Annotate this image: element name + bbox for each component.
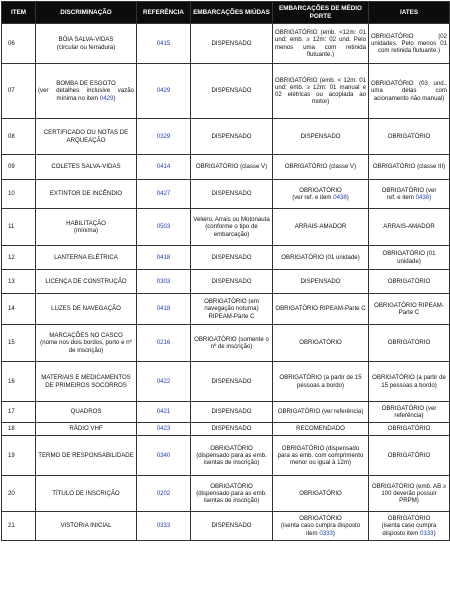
- item-number: 18: [2, 423, 36, 436]
- iates-cell: OBRIGATÓRIO (01 unidade): [369, 246, 450, 270]
- item-number: 13: [2, 270, 36, 294]
- iates-cell: OBRIGATÓRIO (03 und., uma delas com acionamento não manual): [369, 64, 450, 119]
- iates-cell: OBRIGATÓRIO RIPEAM-Parte C: [369, 294, 450, 325]
- iates-cell: ARRAIS-AMADOR: [369, 209, 450, 246]
- miudas-cell: DISPENSADO: [191, 180, 273, 209]
- item-number: 06: [2, 24, 36, 64]
- inline-reference-link[interactable]: 0438: [415, 194, 430, 201]
- medio-cell: OBRIGATÓRIO (emb. < 12m: 01 und; emb. ≥ 12m: 01 manual e 02 elétricas ou acoplada ao motor): [273, 64, 369, 119]
- iates-cell: OBRIGATÓRIO: [369, 119, 450, 155]
- discriminacao: COLETES SALVA-VIDAS: [36, 155, 137, 180]
- reference-link[interactable]: 0414: [137, 155, 191, 180]
- inline-reference-link[interactable]: 0438: [333, 194, 347, 201]
- reference-link[interactable]: 0418: [137, 294, 191, 325]
- inline-reference-link[interactable]: 0429: [99, 94, 114, 102]
- table-row: [2, 180, 450, 209]
- table-row: [2, 362, 450, 402]
- table-row: [2, 270, 450, 294]
- medio-cell: OBRIGATÓRIO (emb. <12m: 01 und; emb. ≥ 12m: 02 und. Pelo menos uma com retinida flutuante.): [273, 24, 369, 64]
- miudas-cell: Veleiro, Arrais ou Motonauta (conforme o tipo de embarcação): [191, 209, 273, 246]
- miudas-cell: DISPENSADO: [191, 423, 273, 436]
- item-number: 07: [2, 64, 36, 119]
- medio-cell: OBRIGATÓRIO RIPEAM-Parte C: [273, 294, 369, 325]
- iates-cell: OBRIGATÓRIO (emb. AB ≥ 100 deverão possuir PRPM): [369, 476, 450, 512]
- medio-cell: OBRIGATÓRIO (ver referência): [273, 402, 369, 423]
- miudas-cell: OBRIGATÓRIO (dispensado para as emb. isentas de inscrição): [191, 436, 273, 476]
- header-iates: IATES: [369, 2, 450, 24]
- item-number: 14: [2, 294, 36, 325]
- miudas-cell: DISPENSADO: [191, 270, 273, 294]
- iates-cell: OBRIGATÓRIO: [369, 436, 450, 476]
- header-medio-porte: EMBARCAÇÕES DE MÉDIO PORTE: [273, 2, 369, 24]
- miudas-cell: DISPENSADO: [191, 119, 273, 155]
- discriminacao: LUZES DE NAVEGAÇÃO: [36, 294, 137, 325]
- table-row: [2, 512, 450, 541]
- table-row: [2, 64, 450, 119]
- medio-cell: OBRIGATÓRIO (classe V): [273, 155, 369, 180]
- table-row: [2, 24, 450, 64]
- reference-link[interactable]: 0423: [137, 423, 191, 436]
- reference-link[interactable]: 0429: [137, 64, 191, 119]
- discriminacao: HABILITAÇÃO (mínima): [36, 209, 137, 246]
- discriminacao: RÁDIO VHF: [36, 423, 137, 436]
- discriminacao: TERMO DE RESPONSABILIDADE: [36, 436, 137, 476]
- header-item: ITEM: [2, 2, 36, 24]
- item-number: 09: [2, 155, 36, 180]
- item-number: 15: [2, 325, 36, 362]
- discriminacao: BOMBA DE ESGOTO (ver detalhes inclusive vazão mínima no item 0429): [36, 64, 137, 119]
- iates-cell: OBRIGATÓRIO (02 unidades. Pelo menos 01 com retinida flutuante.): [369, 24, 450, 64]
- iates-cell: OBRIGATÓRIO: [369, 270, 450, 294]
- item-number: 10: [2, 180, 36, 209]
- header-miudas: EMBARCAÇÕES MIÚDAS: [191, 2, 273, 24]
- discriminacao: LANTERNA ELÉTRICA: [36, 246, 137, 270]
- table-row: [2, 476, 450, 512]
- table-row: [2, 436, 450, 476]
- discriminacao: MARCAÇÕES NO CASCO (nome nos dois bordos, porto e nº de inscrição): [36, 325, 137, 362]
- header-referencia: REFERÊNCIA: [137, 2, 191, 24]
- reference-link[interactable]: 0303: [137, 270, 191, 294]
- reference-link[interactable]: 0216: [137, 325, 191, 362]
- iates-cell: OBRIGATÓRIO (a partir de 15 pessoas a bordo): [369, 362, 450, 402]
- medio-cell: OBRIGATÓRIO (01 unidade): [273, 246, 369, 270]
- reference-link[interactable]: 0503: [137, 209, 191, 246]
- medio-cell: OBRIGATÓRIO (dispensado para as emb. com comprimento menor ou igual à 12m): [273, 436, 369, 476]
- item-number: 17: [2, 402, 36, 423]
- table-row: [2, 155, 450, 180]
- medio-cell: OBRIGATÓRIO (a partir de 15 pessoas a bordo): [273, 362, 369, 402]
- discriminacao: TÍTULO DE INSCRIÇÃO: [36, 476, 137, 512]
- miudas-cell: OBRIGATÓRIO (somente o nº de inscrição): [191, 325, 273, 362]
- discriminacao: MATERIAIS E MEDICAMENTOS DE PRIMEIROS SOCORROS: [36, 362, 137, 402]
- discriminacao: VISTORIA INICIAL: [36, 512, 137, 541]
- miudas-cell: DISPENSADO: [191, 24, 273, 64]
- item-number: 08: [2, 119, 36, 155]
- miudas-cell: OBRIGATÓRIO (em navegação noturna) RIPEAM-Parte C: [191, 294, 273, 325]
- table-row: [2, 294, 450, 325]
- table-header-row: [2, 2, 450, 24]
- reference-link[interactable]: 0421: [137, 402, 191, 423]
- miudas-cell: DISPENSADO: [191, 512, 273, 541]
- inline-reference-link[interactable]: 0333: [319, 529, 333, 537]
- iates-cell: OBRIGATÓRIO (ver ref. e item 0438): [369, 180, 450, 209]
- medio-cell: RECOMENDADO: [273, 423, 369, 436]
- table-row: [2, 402, 450, 423]
- iates-cell: OBRIGATÓRIO: [369, 325, 450, 362]
- table-row: [2, 325, 450, 362]
- reference-link[interactable]: 0333: [137, 512, 191, 541]
- miudas-cell: DISPENSADO: [191, 362, 273, 402]
- reference-link[interactable]: 0418: [137, 246, 191, 270]
- reference-link[interactable]: 0427: [137, 180, 191, 209]
- item-number: 16: [2, 362, 36, 402]
- iates-cell: OBRIGATÓRIO (isenta caso cumpra disposto item 0333): [369, 512, 450, 541]
- medio-cell: OBRIGATÓRIO: [273, 476, 369, 512]
- table-row: [2, 423, 450, 436]
- iates-cell: OBRIGATÓRIO (classe III): [369, 155, 450, 180]
- reference-link[interactable]: 0340: [137, 436, 191, 476]
- reference-link[interactable]: 0415: [137, 24, 191, 64]
- table-row: [2, 209, 450, 246]
- medio-cell: OBRIGATÓRIO (isenta caso cumpra disposto item 0333): [273, 512, 369, 541]
- table-row: [2, 246, 450, 270]
- table-row: [2, 119, 450, 155]
- discriminacao: EXTINTOR DE INCÊNDIO: [36, 180, 137, 209]
- inline-reference-link[interactable]: 0333: [420, 529, 434, 537]
- miudas-cell: DISPENSADO: [191, 246, 273, 270]
- item-number: 12: [2, 246, 36, 270]
- header-discriminacao: DISCRIMINAÇÃO: [36, 2, 137, 24]
- medio-cell: DISPENSADO: [273, 119, 369, 155]
- discriminacao: CERTIFICADO OU NOTAS DE ARQUEAÇÃO: [36, 119, 137, 155]
- discriminacao: LICENÇA DE CONSTRUÇÃO: [36, 270, 137, 294]
- item-number: 11: [2, 209, 36, 246]
- iates-cell: OBRIGATÓRIO: [369, 423, 450, 436]
- medio-cell: OBRIGATÓRIO: [273, 325, 369, 362]
- miudas-cell: OBRIGATÓRIO (classe V): [191, 155, 273, 180]
- reference-link[interactable]: 0422: [137, 362, 191, 402]
- discriminacao: BÓIA SALVA-VIDAS (circular ou ferradura): [36, 24, 137, 64]
- medio-cell: ARRAIS-AMADOR: [273, 209, 369, 246]
- discriminacao: QUADROS: [36, 402, 137, 423]
- medio-cell: DISPENSADO: [273, 270, 369, 294]
- equipment-requirements-table: [1, 1, 450, 541]
- miudas-cell: DISPENSADO: [191, 64, 273, 119]
- item-number: 20: [2, 476, 36, 512]
- item-number: 21: [2, 512, 36, 541]
- item-number: 19: [2, 436, 36, 476]
- reference-link[interactable]: 0329: [137, 119, 191, 155]
- medio-cell: OBRIGATÓRIO (ver ref. e item 0438): [273, 180, 369, 209]
- iates-cell: OBRIGATÓRIO (ver referência): [369, 402, 450, 423]
- reference-link[interactable]: 0202: [137, 476, 191, 512]
- miudas-cell: DISPENSADO: [191, 402, 273, 423]
- miudas-cell: OBRIGATÓRIO (dispensado para as emb. isentas de inscrição): [191, 476, 273, 512]
